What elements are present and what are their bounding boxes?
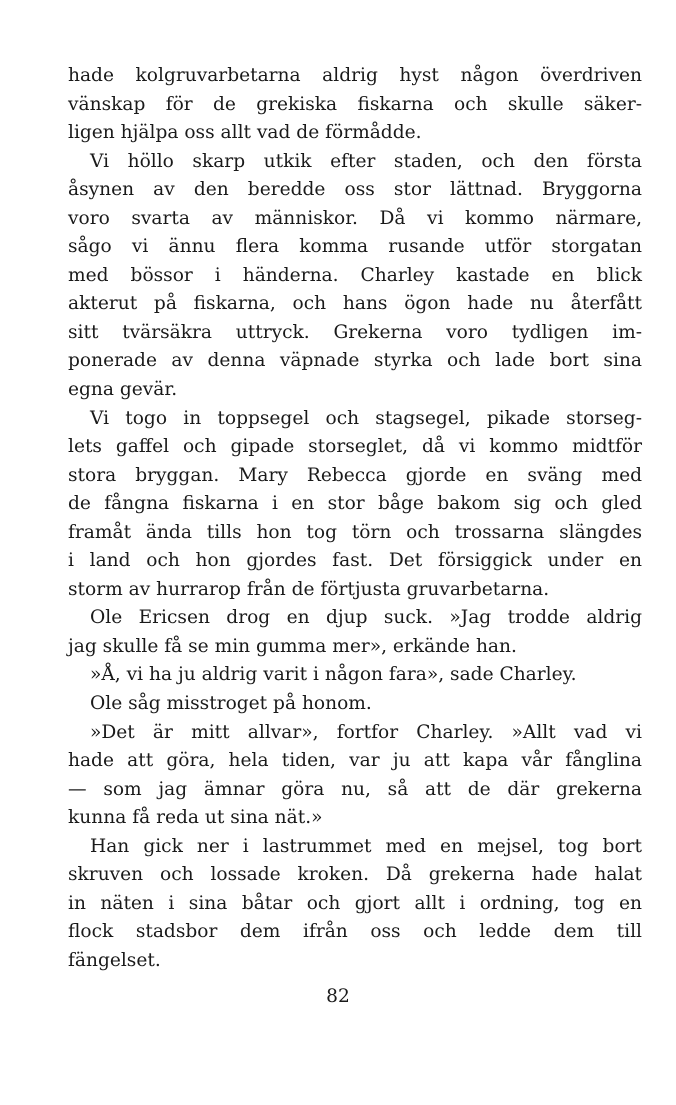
text-line: åsynen av den beredde oss stor lättnad. Bryggorna [68,179,642,201]
text-line: storm av hurrarop från de förtjusta gruvarbetarna. [68,578,550,600]
text-line: stora bryggan. Mary Rebecca gjorde en sväng med [68,464,642,486]
text-line: egna gevär. [68,379,178,401]
text-line: — som jag ämnar göra nu, så att de där grekerna [68,778,642,800]
text-line: ligen hjälpa oss allt vad de förmådde. [68,122,422,144]
text-line: in näten i sina båtar och gjort allt i ordning, tog en [68,892,642,914]
body-text [68,62,642,976]
text-line: Ole Ericsen drog en djup suck. »Jag trodde aldrig [90,607,642,629]
text-line: »Det är mitt allvar», fortfor Charley. »Allt vad vi [90,721,642,743]
text-line: skruven och lossade kroken. Då grekerna hade halat [68,864,642,886]
text-line: jag skulle få se min gumma mer», erkände han. [68,635,517,657]
text-line: Ole såg misstroget på honom. [90,693,372,715]
page-number: 82 [326,986,350,1007]
text-line: Vi höllo skarp utkik efter staden, och den första [90,150,642,172]
text-line: sitt tvärsäkra uttryck. Grekerna voro tydligen im- [68,321,642,343]
text-line: akterut på fiskarna, och hans ögon hade nu återfått [68,293,642,315]
text-line: flock stadsbor dem ifrån oss och ledde dem till [68,921,642,943]
text-line: vänskap för de grekiska fiskarna och skulle säker- [68,93,642,115]
text-line: lets gaffel och gipade storseglet, då vi kommo midtför [68,436,642,458]
text-line: »Å, vi ha ju aldrig varit i någon fara», sade Charley. [90,664,577,686]
text-line: Han gick ner i lastrummet med en mejsel, tog bort [90,835,642,857]
text-line: Vi togo in toppsegel och stagsegel, pikade storseg- [90,407,642,429]
text-line: hade att göra, hela tiden, var ju att kapa vår fånglina [68,750,642,772]
text-line: framåt ända tills hon tog törn och trossarna slängdes [68,521,642,543]
text-line: de fångna fiskarna i en stor båge bakom sig och gled [68,493,642,515]
text-line: i land och hon gjordes fast. Det försiggick under en [68,550,642,572]
text-line: voro svarta av människor. Då vi kommo närmare, [68,207,642,229]
text-line: hade kolgruvarbetarna aldrig hyst någon överdriven [68,65,642,86]
text-line: fängelset. [68,949,161,971]
text-line: sågo vi ännu flera komma rusande utför storgatan [68,236,642,258]
text-line: ponerade av denna väpnade styrka och lade bort sina [68,350,642,372]
text-line: kunna få reda ut sina nät.» [68,807,323,829]
text-line: med bössor i händerna. Charley kastade en blick [68,264,642,286]
